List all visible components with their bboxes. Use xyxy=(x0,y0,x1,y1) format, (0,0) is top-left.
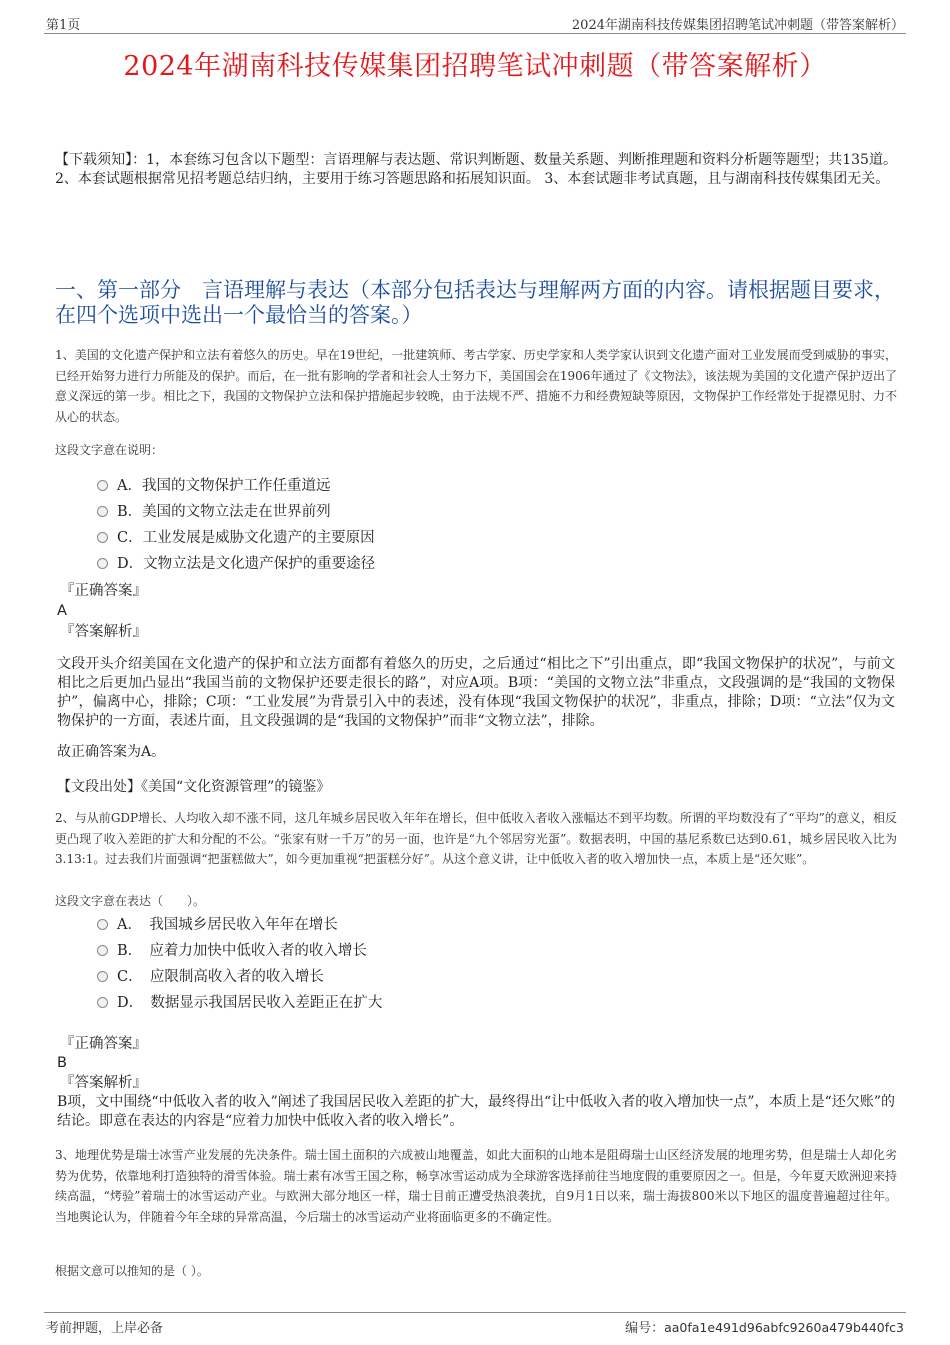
document-title: 2024年湖南科技传媒集团招聘笔试冲刺题（带答案解析） xyxy=(123,51,827,82)
q1-source: 【文段出处】《美国“文化资源管理”的镜鉴》 xyxy=(57,779,331,795)
question-3-text: 3、地理优势是瑞士冰雪产业发展的先决条件。瑞士国土面积的六成被山地覆盖，如此大面积的山地本是阻碍瑞士山区经济发展的地理劣势，但是瑞士人却化劣势为优势，依靠地利打造独特的滑雪体验。瑞士素有冰雪王国之称，畅享冰雪运动成为全球游客选择前往当地度假的重要原因之一。但是，今年夏天欧洲迎来持续高温，“烤验”着瑞士的冰雪运动产业。与欧洲大部分地区一样，瑞士目前正遭受热浪袭扰，自9月1日以来，瑞士海拔800米以下地区的温度普遍超过往年。当地舆论认为，伴随着今年全球的异常高温，今后瑞士的冰雪运动产业将面临更多的不确定性。 xyxy=(55,1148,897,1224)
q1-option-b[interactable] xyxy=(97,502,331,522)
option-label: A．我国的文物保护工作任重道远 xyxy=(117,478,331,494)
radio-icon[interactable] xyxy=(97,480,108,491)
q2-answer-label: 『正确答案』 xyxy=(60,1036,147,1052)
radio-icon[interactable] xyxy=(97,919,108,930)
download-notice: 【下载须知】：1，本套练习包含以下题型：言语理解与表达题、常识判断题、数量关系题、判断推理题和资料分析题等题型；共135道。 2、本套试题根据常见招考题总结归纳，主要用于练习答题思路和拓展知识面。 3、本套试题非考试真题，且与湖南科技传媒集团无关。 xyxy=(55,152,897,187)
q1-analysis-label: 『答案解析』 xyxy=(60,624,147,640)
q2-option-d[interactable] xyxy=(97,993,382,1013)
q2-option-b[interactable] xyxy=(97,941,367,961)
running-title: 2024年湖南科技传媒集团招聘笔试冲刺题（带答案解析） xyxy=(571,18,904,33)
question-3-prompt: 根据文意可以推知的是（ ）。 xyxy=(55,1264,209,1278)
q1-analysis: 文段开头介绍美国在文化遗产的保护和立法方面都有着悠久的历史，之后通过“相比之下”引出重点，即“我国文物保护的状况”，与前文相比之后更加凸显出“我国当前的文物保护还要走很长的路”，对应A项。B项：“美国的文物立法”非重点，文段强调的是“我国的文物保护”，偏离中心，排除；C项：“工业发展”为背景引入中的表述，没有体现“我国文物保护的状况”，非重点，排除；D项：“立法”仅为文物保护的一方面，表述片面，且文段强调的是“我国的文物保护”而非“文物立法”，排除。 xyxy=(57,656,895,729)
question-2-text: 2、与从前GDP增长、人均收入却不涨不同，这几年城乡居民收入年年在增长，但中低收入者收入涨幅达不到平均数。所谓的平均数没有了“平均”的意义，相反更凸现了收入差距的扩大和分配的不公。“张家有财一千万”的另一面，也许是“九个邻居穷光蛋”。数据表明，中国的基尼系数已达到0.61，城乡居民收入比为3.13:1。过去我们片面强调“把蛋糕做大”，如今更加重视“把蛋糕分好”。从这个意义讲，让中低收入者的收入增加快一点，本质上是“还欠账”。 xyxy=(55,811,897,866)
document-code xyxy=(625,1317,904,1336)
q1-option-d[interactable] xyxy=(97,554,375,574)
option-label: C．工业发展是威胁文化遗产的主要原因 xyxy=(117,530,375,546)
radio-icon[interactable] xyxy=(97,997,108,1008)
header-divider xyxy=(44,33,906,34)
question-2-prompt: 这段文字意在表达（ ）。 xyxy=(55,894,206,908)
q1-conclusion: 故正确答案为A。 xyxy=(57,744,166,760)
footer-divider xyxy=(44,1312,906,1313)
option-label: B． 应着力加快中低收入者的收入增长 xyxy=(117,943,367,959)
q2-analysis-label: 『答案解析』 xyxy=(60,1075,147,1091)
option-label: C． 应限制高收入者的收入增长 xyxy=(117,969,324,985)
code-value: aa0fa1e491d96abfc9260a479b440fc3 xyxy=(664,1320,904,1335)
question-1-text: 1、美国的文化遗产保护和立法有着悠久的历史。早在19世纪，一批建筑师、考古学家、历史学家和人类学家认识到文化遗产面对工业发展而受到威胁的事实，已经开始努力进行力所能及的保护。而后，在一批有影响的学者和社会人士努力下，美国国会在1906年通过了《文物法》，该法规为美国的文化遗产保护迈出了意义深远的第一步。相比之下，我国的文物保护立法和保护措施起步较晚，由于法规不严、措施不力和经费短缺等原因，文物保护工作经常处于捉襟见肘、力不从心的状态。 xyxy=(55,348,897,424)
page-number: 第1页 xyxy=(46,18,81,33)
radio-icon[interactable] xyxy=(97,532,108,543)
footer-slogan: 考前押题，上岸必备 xyxy=(46,1321,164,1336)
option-label: D．文物立法是文化遗产保护的重要途径 xyxy=(117,556,376,572)
q1-option-a[interactable] xyxy=(97,476,330,496)
radio-icon[interactable] xyxy=(97,971,108,982)
option-label: A． 我国城乡居民收入年年在增长 xyxy=(117,917,338,933)
radio-icon[interactable] xyxy=(97,945,108,956)
q1-answer-label: 『正确答案』 xyxy=(60,583,147,599)
radio-icon[interactable] xyxy=(97,558,108,569)
q2-answer: B xyxy=(57,1055,67,1071)
radio-icon[interactable] xyxy=(97,506,108,517)
q2-option-a[interactable] xyxy=(97,915,338,935)
section-heading: 一、第一部分 言语理解与表达（本部分包括表达与理解两方面的内容。请根据题目要求，在四个选项中选出一个最恰当的答案。） xyxy=(55,278,895,327)
question-1-prompt: 这段文字意在说明： xyxy=(55,443,164,457)
q1-answer: A xyxy=(57,603,67,619)
code-label: 编号： xyxy=(625,1321,665,1336)
option-label: D． 数据显示我国居民收入差距正在扩大 xyxy=(117,995,383,1011)
q2-option-c[interactable] xyxy=(97,967,324,987)
option-label: B．美国的文物立法走在世界前列 xyxy=(117,504,331,520)
q1-option-c[interactable] xyxy=(97,528,375,548)
q2-analysis: B项，文中围绕“中低收入者的收入”阐述了我国居民收入差距的扩大，最终得出“让中低收入者的收入增加快一点”，本质上是“还欠账”的结论。即意在表达的内容是“应着力加快中低收入者的收入增长”。 xyxy=(57,1094,895,1129)
